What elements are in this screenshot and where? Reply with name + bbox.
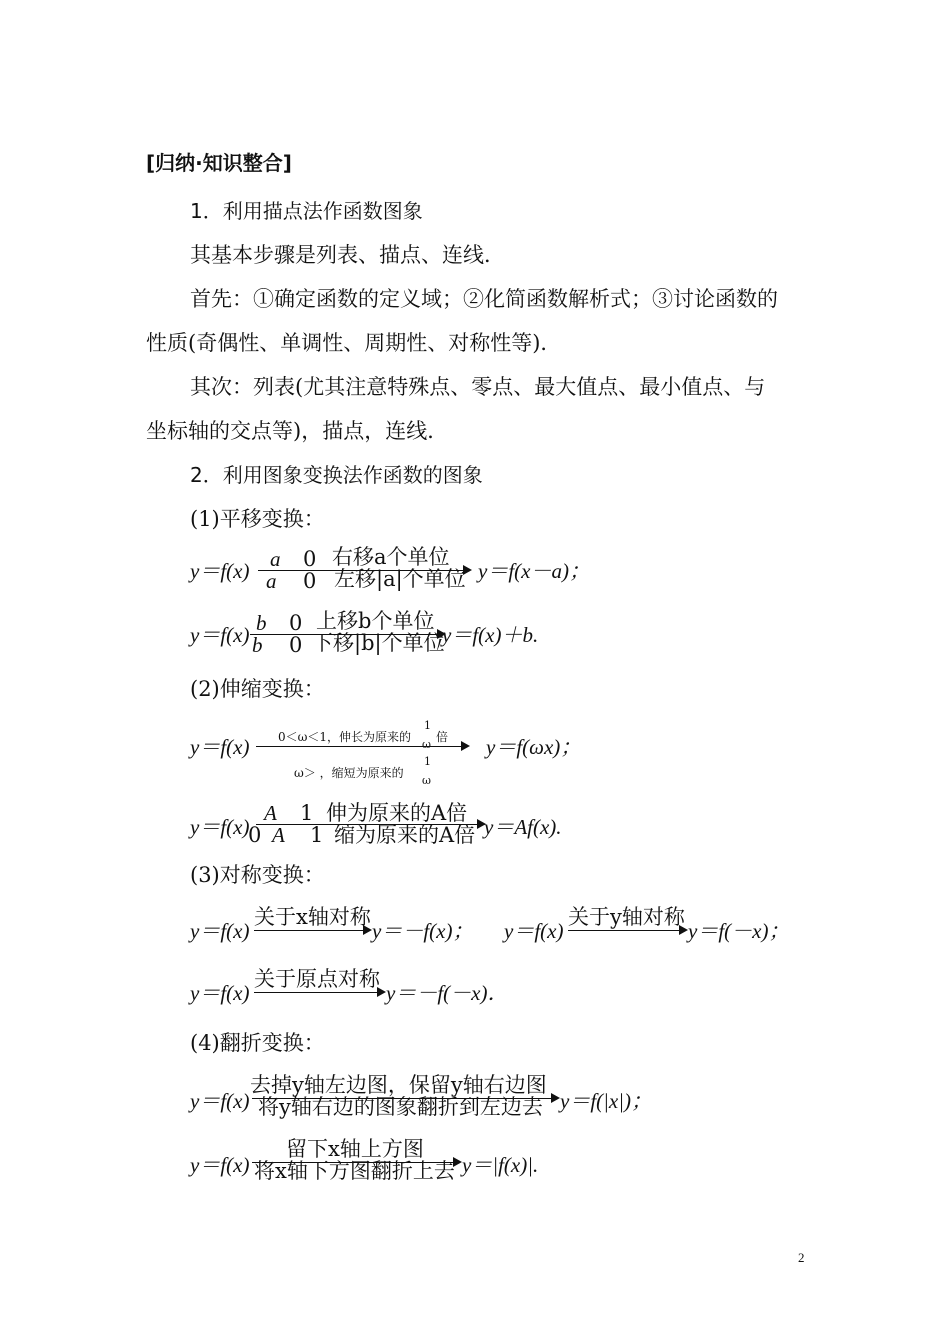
formula-lhs: y＝f(x) bbox=[190, 623, 250, 647]
formula-rhs: y＝f(ωx)； bbox=[486, 735, 582, 759]
zero-top: 0 bbox=[303, 547, 317, 571]
frac-bottom: b bbox=[252, 633, 263, 657]
arrow-label-below: 下移|b|个单位 bbox=[312, 631, 445, 655]
arrow-label-below: ω＞ ，缩短为原来的 bbox=[294, 766, 404, 780]
formula-rhs: y＝Af(x). bbox=[484, 815, 562, 839]
frac-top: b bbox=[256, 611, 267, 635]
formula-lhs: y＝f(x) bbox=[504, 919, 564, 943]
a-top: A bbox=[264, 801, 277, 825]
subsection-symmetry: (3)对称变换： bbox=[190, 863, 325, 887]
formula-lhs: y＝f(x) bbox=[190, 1089, 250, 1113]
arrow-label-above: 0＜ω＜1，伸长为原来的 bbox=[278, 730, 412, 744]
arrow-label-above: 关于x轴对称 bbox=[254, 905, 371, 929]
paragraph-first-b: 性质(奇偶性、单调性、周期性、对称性等)． bbox=[146, 331, 562, 355]
arrow-label-below: 左移|a|个单位 bbox=[334, 567, 466, 591]
paragraph-first-a: 首先：①确定函数的定义域；②化简函数解析式；③讨论函数的 bbox=[190, 287, 778, 311]
zero-bottom: 0 bbox=[303, 569, 317, 593]
one-top: 1 bbox=[300, 801, 314, 825]
arrow-label-above: 去掉y轴左边图，保留y轴右边图 bbox=[250, 1073, 547, 1097]
formula-lhs: y＝f(x) bbox=[190, 919, 250, 943]
zero-bottom: 0 bbox=[289, 633, 303, 657]
arrow-label-above: 右移a个单位 bbox=[332, 545, 450, 569]
a-bottom: A bbox=[272, 823, 285, 847]
above-suffix: 倍 bbox=[436, 730, 449, 744]
arrow-label-above: 关于原点对称 bbox=[254, 967, 380, 991]
formula-rhs: y＝－f(－x)． bbox=[386, 981, 509, 1005]
subsection-translation: (1)平移变换： bbox=[190, 507, 325, 531]
zero-top: 0 bbox=[289, 611, 303, 635]
arrow-label-above: 上移b个单位 bbox=[316, 609, 435, 633]
formula-lhs: y＝f(x) bbox=[190, 981, 250, 1005]
formula-rhs: y＝f(－x)； bbox=[688, 919, 790, 943]
paragraph-second-b: 坐标轴的交点等)，描点，连线． bbox=[146, 419, 449, 443]
subsection-flip: (4)翻折变换： bbox=[190, 1031, 325, 1055]
arrow-label-below: 将x轴下方图翻折上去 bbox=[254, 1159, 455, 1183]
formula-lhs: y＝f(x) bbox=[190, 735, 250, 759]
arrow-label-above: 关于y轴对称 bbox=[568, 905, 685, 929]
formula-rhs: y＝f(x－a)； bbox=[478, 559, 590, 583]
paragraph-second-a: 其次：列表(尤其注意特殊点、零点、最大值点、最小值点、与 bbox=[190, 375, 766, 399]
formula-rhs: y＝－f(x)； bbox=[372, 919, 474, 943]
section-2-title: 2．利用图象变换法作函数的图象 bbox=[190, 463, 483, 487]
formula-rhs: y＝|f(x)|. bbox=[462, 1153, 539, 1177]
arrow-label-above: 伸为原来的A倍 bbox=[326, 801, 468, 825]
above-frac-top: 1 bbox=[424, 719, 431, 732]
section-heading: [归纳·知识整合] bbox=[146, 151, 292, 175]
frac-bottom: a bbox=[266, 569, 277, 593]
subsection-stretch: (2)伸缩变换： bbox=[190, 677, 325, 701]
below-frac-top: 1 bbox=[424, 755, 431, 768]
formula-rhs: y＝f(|x|)； bbox=[560, 1089, 653, 1113]
formula-lhs: y＝f(x) bbox=[190, 1153, 250, 1177]
arrow-label-below: 缩为原来的A倍 bbox=[334, 823, 476, 847]
page-number: 2 bbox=[798, 1250, 805, 1265]
section-1-title: 1．利用描点法作函数图象 bbox=[190, 199, 423, 223]
arrow-label-below: 将y轴右边的图象翻折到左边去 bbox=[258, 1095, 543, 1119]
above-frac-bottom: ω bbox=[422, 738, 431, 751]
below-frac-bottom: ω bbox=[422, 774, 431, 787]
arrow-label-above: 留下x轴上方图 bbox=[286, 1137, 424, 1161]
formula-rhs: y＝f(x)＋b. bbox=[442, 623, 539, 647]
zero-label: 0 bbox=[248, 823, 262, 847]
frac-top: a bbox=[270, 547, 281, 571]
paragraph-steps: 其基本步骤是列表、描点、连线． bbox=[190, 243, 505, 267]
formula-lhs: y＝f(x) bbox=[190, 815, 250, 839]
formula-lhs: y＝f(x) bbox=[190, 559, 250, 583]
one-bottom: 1 bbox=[310, 823, 324, 847]
